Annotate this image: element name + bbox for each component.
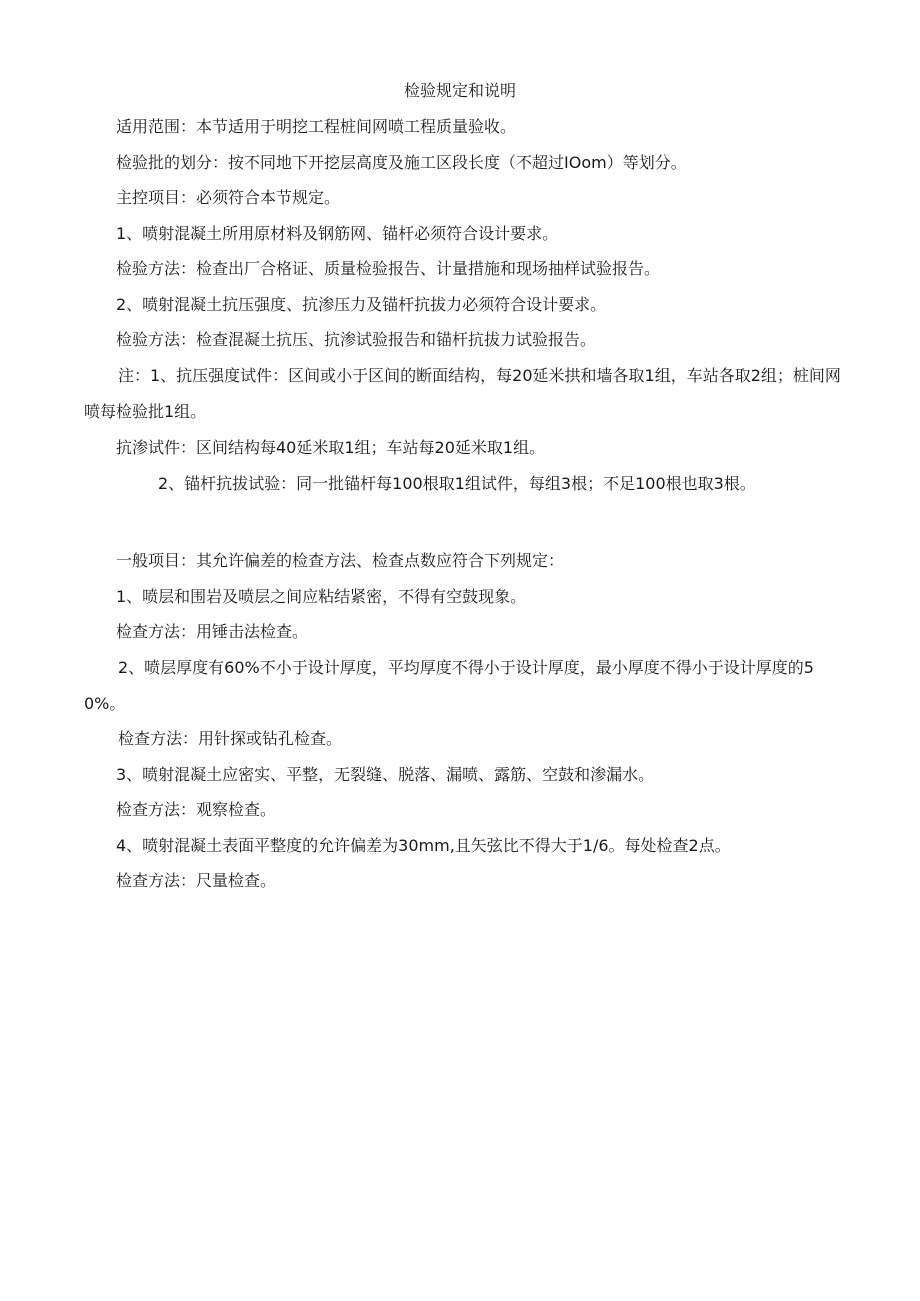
paragraph-main-item-2: 2、喷射混凝土抗压强度、抗渗压力及锚杆抗拔力必须符合设计要求。: [116, 295, 607, 314]
paragraph-scope: 适用范围：本节适用于明挖工程桩间网喷工程质量验收。: [116, 117, 517, 136]
paragraph-general-item-2: 2、喷层厚度有60%不小于设计厚度，平均厚度不得小于设计厚度，最小厚度不得小于设计厚度的50%。: [84, 658, 814, 713]
paragraph-general-item-1: 1、喷层和围岩及喷层之间应粘结紧密，不得有空鼓现象。: [116, 587, 527, 606]
paragraph-check-method-3: 检查方法：观察检查。: [116, 800, 277, 819]
paragraph-main-items: 主控项目：必须符合本节规定。: [116, 188, 341, 207]
paragraph-check-method-1: 检查方法：用锤击法检查。: [116, 622, 309, 641]
paragraph-impermeability-specimen: 抗渗试件：区间结构每40延米取1组；车站每20延米取1组。: [116, 438, 546, 457]
paragraph-main-item-1: 1、喷射混凝土所用原材料及钢筋网、锚杆必须符合设计要求。: [116, 224, 559, 243]
paragraph-batch-division: 检验批的划分：按不同地下开挖层高度及施工区段长度（不超过IOom）等划分。: [116, 153, 687, 172]
paragraph-anchor-pullout: 2、锚杆抗拔试验：同一批锚杆每100根取1组试件，每组3根；不足100根也取3根。: [158, 474, 756, 493]
paragraph-inspection-method-1: 检验方法：检查出厂合格证、质量检验报告、计量措施和现场抽样试验报告。: [116, 259, 661, 278]
paragraph-check-method-4: 检查方法：尺量检查。: [116, 871, 277, 890]
paragraph-general-items: 一般项目：其允许偏差的检查方法、检查点数应符合下列规定：: [116, 551, 565, 570]
document-title: 检验规定和说明: [403, 81, 516, 100]
paragraph-check-method-2: 检查方法：用针探或钻孔检查。: [118, 729, 343, 748]
paragraph-inspection-method-2: 检验方法：检查混凝土抗压、抗渗试验报告和锚杆抗拔力试验报告。: [116, 330, 597, 349]
paragraph-note-compressive: 注：1、抗压强度试件：区间或小于区间的断面结构，每20延米拱和墙各取1组，车站各取2组；桩间网喷每检验批1组。: [84, 366, 841, 421]
paragraph-general-item-3: 3、喷射混凝土应密实、平整，无裂缝、脱落、漏喷、露筋、空鼓和渗漏水。: [116, 765, 655, 784]
paragraph-general-item-4: 4、喷射混凝土表面平整度的允许偏差为30mm,且矢弦比不得大于1/6。每处检查2点。: [116, 836, 731, 855]
